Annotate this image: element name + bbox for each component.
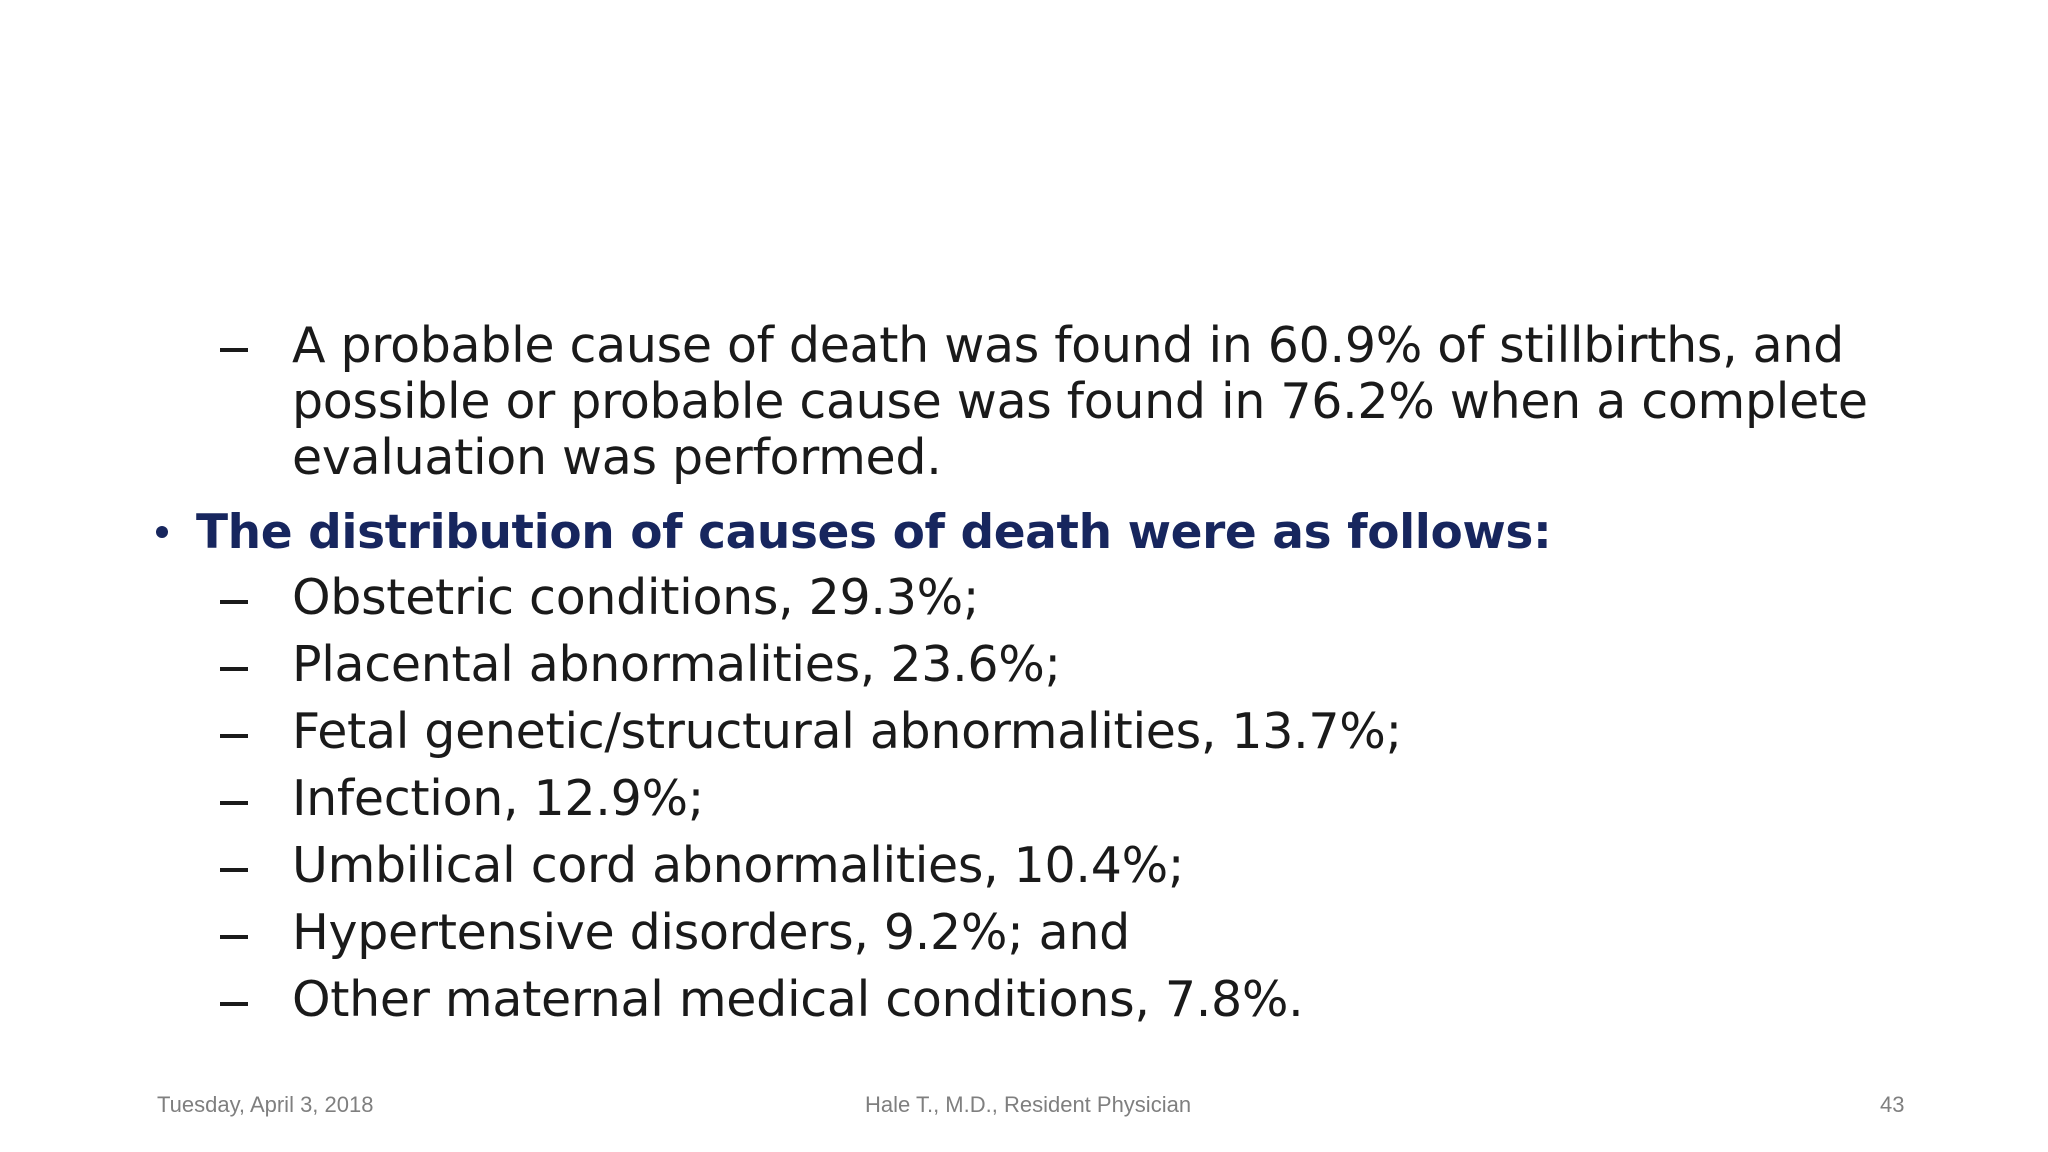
cause-item xyxy=(292,704,1402,760)
footer-date: Tuesday, April 3, 2018 xyxy=(157,1092,374,1117)
dash-marker xyxy=(220,348,248,352)
cause-text: Hypertensive disorders, 9.2%; and xyxy=(292,904,1130,961)
footer-author: Hale T., M.D., Resident Physician xyxy=(865,1092,1192,1117)
cause-item xyxy=(292,637,1061,693)
cause-text: Infection, 12.9%; xyxy=(292,770,704,827)
intro-sub-text: A probable cause of death was found in 60.9% of stillbirths, and possible or probable cause was found in 76.2% when a complete evaluation was performed. xyxy=(292,317,1868,486)
dash-marker xyxy=(220,935,248,939)
cause-text: Obstetric conditions, 29.3%; xyxy=(292,569,980,626)
dash-marker xyxy=(220,1002,248,1006)
dash-marker xyxy=(220,734,248,738)
dash-marker xyxy=(220,801,248,805)
main-bullet-text: The distribution of causes of death were as follows: xyxy=(196,505,1552,560)
cause-text: Fetal genetic/structural abnormalities, 13.7%; xyxy=(292,703,1402,760)
dash-marker xyxy=(220,600,248,604)
cause-text: Other maternal medical conditions, 7.8%. xyxy=(292,971,1304,1028)
cause-item xyxy=(292,838,1184,894)
cause-item xyxy=(292,570,979,626)
main-bullet xyxy=(196,504,1551,562)
dash-marker xyxy=(220,868,248,872)
cause-item xyxy=(292,771,704,827)
cause-text: Umbilical cord abnormalities, 10.4%; xyxy=(292,837,1185,894)
cause-item xyxy=(292,905,1130,961)
cause-item xyxy=(292,972,1303,1028)
intro-sub-bullet xyxy=(292,318,1942,486)
dash-marker xyxy=(220,667,248,671)
cause-text: Placental abnormalities, 23.6%; xyxy=(292,636,1061,693)
bullet-dot xyxy=(156,526,168,538)
page-number: 43 xyxy=(1880,1092,1905,1117)
